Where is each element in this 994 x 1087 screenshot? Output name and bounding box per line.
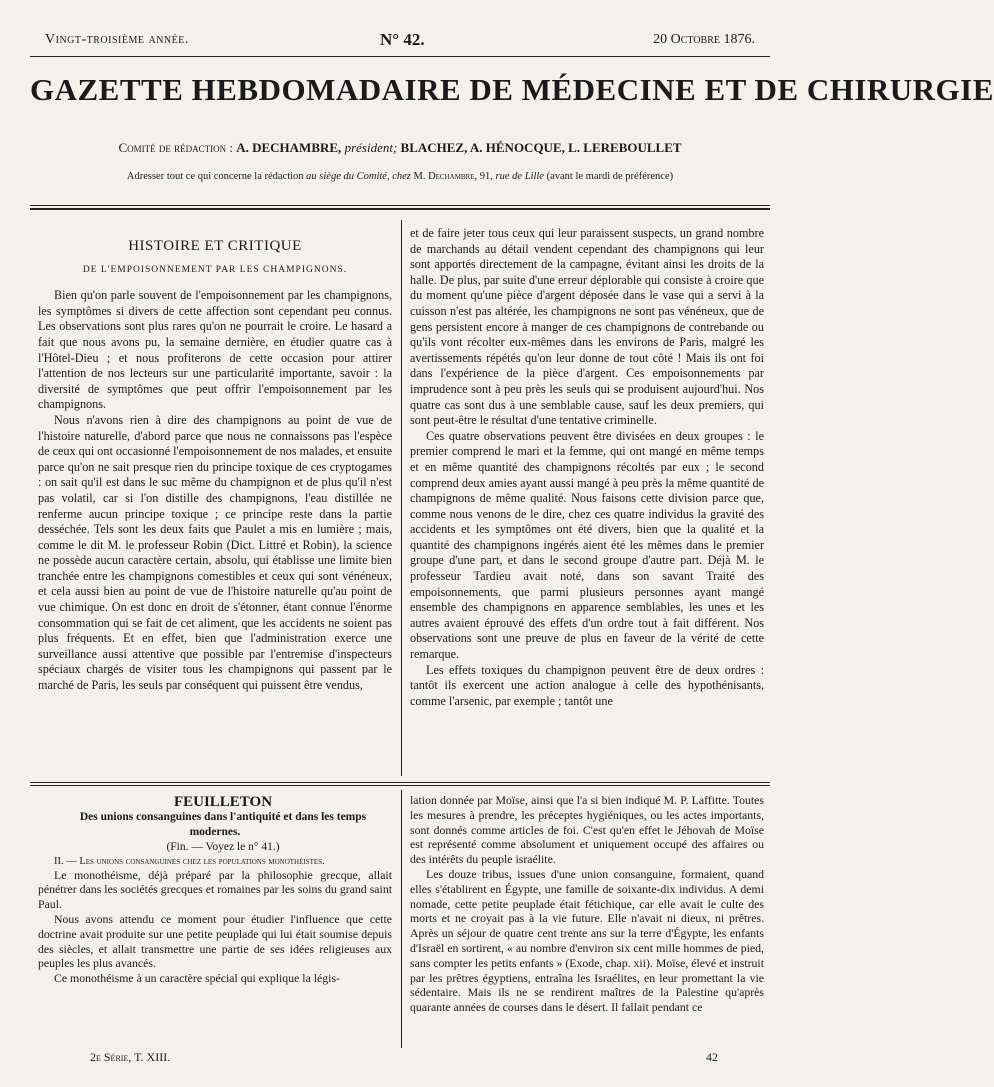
address-part: M. Dechambre, 91, <box>413 171 493 182</box>
address-part: Adresser tout ce qui concerne la rédaction <box>126 171 304 182</box>
feuilleton-section-heading: II. — Les unions consanguines chez les populations monothéistes. <box>54 855 325 867</box>
address-part: rue de Lille <box>495 171 544 182</box>
article-paragraph: Nous n'avons rien à dire des champignons au point de vue de l'histoire naturelle, d'abord parce que nous ne connaissons pas l'espèce de ceux qui ont occasionné l'empoisonnement de nos malades, et ensuite parce qu'on ne sait presque rien du principe toxique de ces cryptogames : on sait qu'il est dans le suc même du champignon et de plus qu'il n'est pas volatil, car si l'on distille des champignons, l'eau distillée ne renferme aucun principe toxique ; ce principe reste dans la partie desséchée. Tels sont les deux faits que Paulet a mis en lumière ; mais, comme le dit M. le professeur Robin (Dict. Littré et Robin), la science ne possède aucun caractère certain, absolu, qui établisse une limite bien tranchée entre les champignons comestibles et ceux qui sont vénéneux, et cela aussi bien au point de vue de l'histoire naturelle qu'au point de vue chimique. On est donc en droit de s'étonner, étant connue l'énorme consommation qui se fait de cet aliment, que les accidents ne soient pas plus fréquents. Et en effet, bien que l'administration exerce une surveillance aussi attentive que possible par l'entremise d'inspecteurs spéciaux chargés de visiter tous les champignons qui passent par le marché de Paris, les seuls par conséquent qui puissent être vendus, <box>38 412 392 693</box>
column-divider <box>401 220 402 776</box>
feuilleton-rule-2 <box>30 785 770 786</box>
address-part: au siège du Comité, chez <box>306 171 411 182</box>
feuilleton-divider <box>401 790 402 1048</box>
editorial-address <box>30 171 770 182</box>
issue-date: 20 Octobre 1876. <box>653 32 755 47</box>
article-paragraph: Bien qu'on parle souvent de l'empoisonnement par les champignons, les symptômes si divers de cette affection sont cependant peu connus. Les observations sont plus rares qu'on ne pourrait le croire. Le hasard a fait que nous avons pu, la semaine dernière, en étudier quatre cas à l'Hôtel-Dieu ; et nous profiterons de cette occasion pour attirer l'attention de nos lecteurs sur une particularité importante, savoir : la diversité de symptômes que peut offrir l'empoisonnement par les champignons. <box>38 288 392 412</box>
feuilleton-title: FEUILLETON <box>173 794 273 810</box>
header-rule <box>30 56 770 57</box>
editorial-committee <box>30 140 770 156</box>
masthead-title: GAZETTE HEBDOMADAIRE DE MÉDECINE ET DE CHIRURGIE <box>30 72 994 107</box>
running-header <box>45 30 755 52</box>
footer-page-number: 42 <box>706 1050 718 1064</box>
masthead-rule-thick <box>30 208 770 210</box>
feuilleton-paragraph: Ce monothéisme à un caractère spécial qui explique la légis- <box>54 971 340 986</box>
article-right-column <box>410 226 764 776</box>
feuilleton-paragraph: Le monothéisme, déjà préparé par la philosophie grecque, allait pénétrer dans les sociétés grecques et romaines par les soins du grand saint Paul. <box>38 867 392 912</box>
masthead-rule <box>30 205 770 206</box>
article-paragraph: et de faire jeter tous ceux qui leur paraissent suspects, un grand nombre de marchands au détail vendent cependant des champignons qui leur sont apportés directement de la campagne, évitant ainsi les droits de la halle. De plus, par suite d'une erreur déplorable qui consiste à croire que du moment qu'une pièce d'argent déposée dans le vase qui a servi à la cuisson n'est pas altérée, les champignons ne sont pas vénéneux, que de gens persistent encore à manger de ces champignons de contrebande ou qu'ils vont récolter eux-mêmes dans les environs de Paris, malgré les avertissements répétés qu'on leur donne de tout côté ! Mais ils ont foi dans l'expérience de la pièce d'argent. Ces empoisonnements par imprudence sont à peu près les seuls qui se produisent aujourd'hui. Nos quatre cas sont dus à une semblable cause, sauf les deux premiers, qui sont peut-être le résultat d'une tentative criminelle. <box>410 226 764 428</box>
footer-series: 2e Série, T. XIII. <box>90 1050 171 1064</box>
committee-members: BLACHEZ, A. HÉNOCQUE, L. LEREBOULLET <box>400 140 682 155</box>
committee-president: A. DECHAMBRE, <box>236 140 342 155</box>
article-paragraph: Les effets toxiques du champignon peuvent être de deux ordres : tantôt ils exercent une action analogue à celle des hypothénisants, comme l'arsenic, par exemple ; tantôt une <box>410 662 764 708</box>
feuilleton-continuation: (Fin. — Voyez le n° 41.) <box>166 840 280 853</box>
article-paragraph: Ces quatre observations peuvent être divisées en deux groupes : le premier comprend le mari et la femme, qui ont mangé en même temps et en même quantité des champignons récoltés par eux ; le second comprend deux amies ayant aussi mangé à peu près la même quantité de champignons de même qualité. Nous faisons cette division parce que, comme nous venons de le dire, chez ces quatre individus la gravité des accidents et les symptômes ont été divers, bien que la qualité et la quantité des champignons ingérés aient été les mêmes dans le premier groupe d'une part, et dans le second groupe d'autre part. Déjà M. le professeur Tardieu avait noté, dans son savant Traité des empoisonnements, que parmi plusieurs personnes ayant mangé ensemble des champignons en apparence semblables, les unes et les autres avaient éprouvé des effets d'un ordre tout à fait différent. Nos observations sont une preuve de plus en faveur de la vérité de cette remarque. <box>410 428 764 662</box>
feuilleton-paragraph: Les douze tribus, issues d'une union consanguine, formaient, quand elles s'établirent en Égypte, une famille de soixante-dix individus. A demi nomade, cette petite peuplade était fétichique, car elle avait le culte des morts et ne croyait pas à la vie future. Elle n'avait ni dieux, ni prêtres. Après un séjour de quatre cent trente ans sur la terre d'Égypte, les enfants d'Israël en sortirent, « au nombre d'environ six cent mille hommes de pied, sans compter les petits enfants » (Exode, chap. xii). Moïse, élevé et instruit par les prêtres égyptiens, entraîna les Israélites, en leur promettant la vie sédentaire. Mais ils ne se rendirent maîtres de la Palestine qu'après quarante années de courses dans le désert. Il fallait pendant ce <box>410 866 764 1015</box>
committee-role: président; <box>344 140 398 155</box>
feuilleton-paragraph: Nous avons attendu ce moment pour étudier l'influence que cette doctrine avait produite sur une petite peuplade qui lui était soumise depuis des siècles, et allait transmettre une partie de ses idées religieuses aux peuples les plus avancés. <box>38 911 392 971</box>
feuilleton-left-column <box>38 795 392 1050</box>
article-subtitle: DE L'EMPOISONNEMENT PAR LES CHAMPIGNONS. <box>82 264 348 275</box>
address-part: (avant le mardi de préférence) <box>546 171 674 182</box>
committee-prefix: Comité de rédaction : <box>118 140 233 155</box>
article-left-column <box>38 225 392 775</box>
feuilleton-paragraph: lation donnée par Moïse, ainsi que l'a si bien indiqué M. P. Laffitte. Toutes les mesures à prendre, les préceptes hygiéniques, ou les actes importants, sont donnés comme articles de foi. C'est qu'en effet le Jéhovah de Moïse est représenté comme absolument et uniquement occupé des affaires ou des intérêts du peuple israélite. <box>410 793 764 867</box>
volume-year: Vingt-troisième année. <box>45 32 189 47</box>
article-title: HISTOIRE ET CRITIQUE <box>128 238 302 254</box>
feuilleton-rule <box>30 782 770 783</box>
feuilleton-right-column <box>410 793 764 1048</box>
feuilleton-subtitle: Des unions consanguines dans l'antiquité et dans les temps modernes. <box>79 810 367 838</box>
issue-number: N° 42. <box>380 30 425 49</box>
